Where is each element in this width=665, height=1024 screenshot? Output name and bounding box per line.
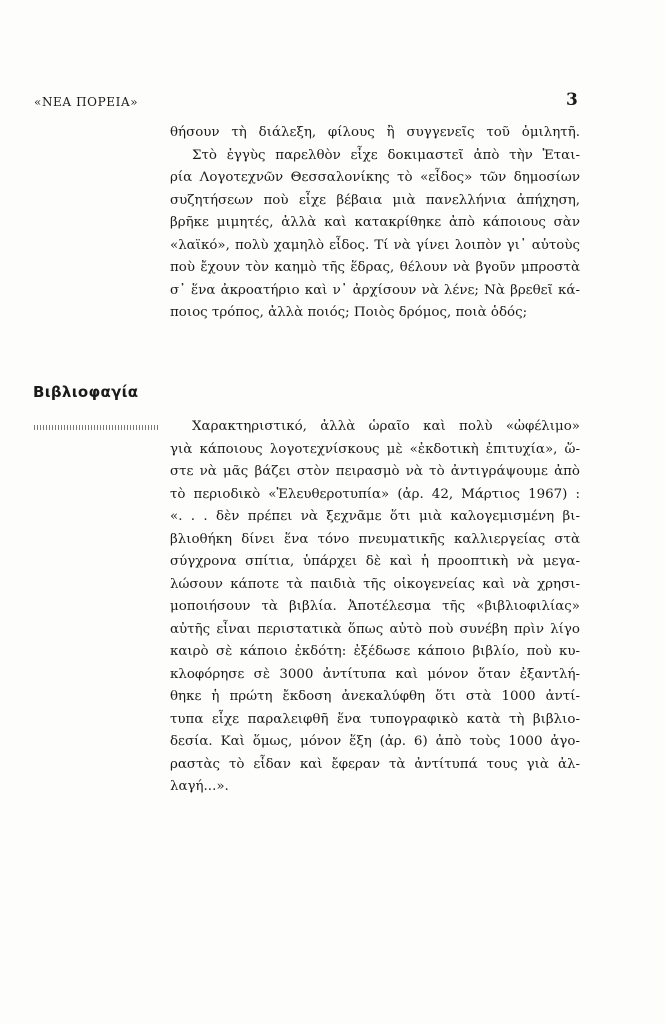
text-line: στε νὰ μᾶς βάζει στὸν πειρασμὸ νὰ τὸ ἀντιγράψουμε ἀπὸ [170, 464, 580, 479]
text-line: «λαϊκό», πολὺ χαμηλὸ εἶδος. Τί νὰ γίνει λοιπὸν γι᾽ αὐτοὺς [170, 237, 580, 253]
text-line: σύγχρονα σπίτια, ὑπάρχει δὲ καὶ ἡ προοπτικὴ νὰ μεγα- [170, 554, 580, 569]
text-line: δεσία. Καὶ ὅμως, μόνον ἕξη (ἀρ. 6) ἀπὸ τοὺς 1000 ἀγο- [170, 734, 580, 749]
text-line: μοποιήσουν τὰ βιβλία. Ἀποτέλεσμα τῆς «βιβλιοφιλίας» [170, 599, 580, 614]
text-line: αὐτῆς εἶναι περιστατικὰ ὅπως αὐτὸ ποὺ συνέβη πρὶν λίγο [170, 621, 580, 637]
text-line: Στὸ ἐγγὺς παρελθὸν εἶχε δοκιμαστεῖ ἀπὸ τὴν Ἑται- [192, 147, 580, 163]
text-line: βρῆκε μιμητές, ἀλλὰ καὶ κατακρίθηκε ἀπὸ κάποιους σὰν [170, 215, 580, 230]
intro-paragraphs [170, 122, 580, 325]
text-line: συζητήσεων ποὺ εἶχε βέβαια μιὰ πανελλήνια ἀπήχηση, [170, 192, 580, 208]
text-line: ρία Λογοτεχνῶν Θεσσαλονίκης τὸ «εἶδος» τῶν δημοσίων [170, 170, 580, 185]
text-line: κλοφόρησε σὲ 3000 ἀντίτυπα καὶ μόνον ὅταν ἐξαντλή- [170, 666, 580, 682]
text-line: ποιος τρόπος, ἀλλὰ ποιός; Ποιὸς δρόμος, ποιὰ ὁδός; [170, 305, 528, 320]
text-line: λαγή...». [170, 779, 229, 794]
text-line: Χαρακτηριστικό, ἀλλὰ ὡραῖο καὶ πολὺ «ὠφέλιμο» [192, 419, 580, 434]
text-line: τυπα εἶχε παραλειφθῆ ἕνα τυπογραφικὸ κατὰ τὴ βιβλιο- [170, 711, 580, 727]
page-number: 3 [566, 90, 578, 110]
text-line: «. . . δὲν πρέπει νὰ ξεχνᾶμε ὅτι μιὰ καλογεμισμένη βι- [170, 509, 580, 524]
section-heading: Βιβλιοφαγία [33, 383, 139, 401]
text-line: λώσουν κάποτε τὰ παιδιὰ τῆς οἰκογενείας καὶ νὰ χρησι- [170, 576, 580, 592]
text-line: ποὺ ἔχουν τὸν καημὸ τῆς ἕδρας, θέλουν νὰ βγοῦν μπροστὰ [170, 260, 580, 275]
text-line: βλιοθήκη δίνει ἕνα τόνο πνευματικῆς καλλιεργείας στὰ [170, 531, 580, 547]
heading-ornament-rule [34, 425, 160, 430]
text-line: γιὰ κάποιους λογοτεχνίσκους μὲ «ἐκδοτικὴ ἐπιτυχία», ὥ- [170, 441, 580, 457]
section-body [170, 416, 580, 799]
text-line: θηκε ἡ πρώτη ἔκδοση ἀνεκαλύφθη ὅτι στὰ 1000 ἀντί- [170, 689, 580, 704]
text-line: ραστὰς τὸ εἶδαν καὶ ἔφεραν τὰ ἀντίτυπά τους γιὰ ἀλ- [170, 756, 580, 772]
text-line: τὸ περιοδικὸ «Ἐλευθεροτυπία» (ἀρ. 42, Μάρτιος 1967) : [170, 486, 580, 502]
text-line: θήσουν τὴ διάλεξη, φίλους ἢ συγγενεῖς τοῦ ὁμιλητῆ. [170, 125, 580, 140]
text-line: καιρὸ σὲ κάποιο ἐκδότη: ἐξέδωσε κάποιο βιβλίο, ποὺ κυ- [170, 644, 580, 659]
text-line: σ᾽ ἕνα ἀκροατήριο καὶ ν᾽ ἀρχίσουν νὰ λένε; Νὰ βρεθεῖ κά- [170, 282, 580, 298]
journal-header: «ΝΕΑ ΠΟΡΕΙΑ» [34, 95, 139, 109]
